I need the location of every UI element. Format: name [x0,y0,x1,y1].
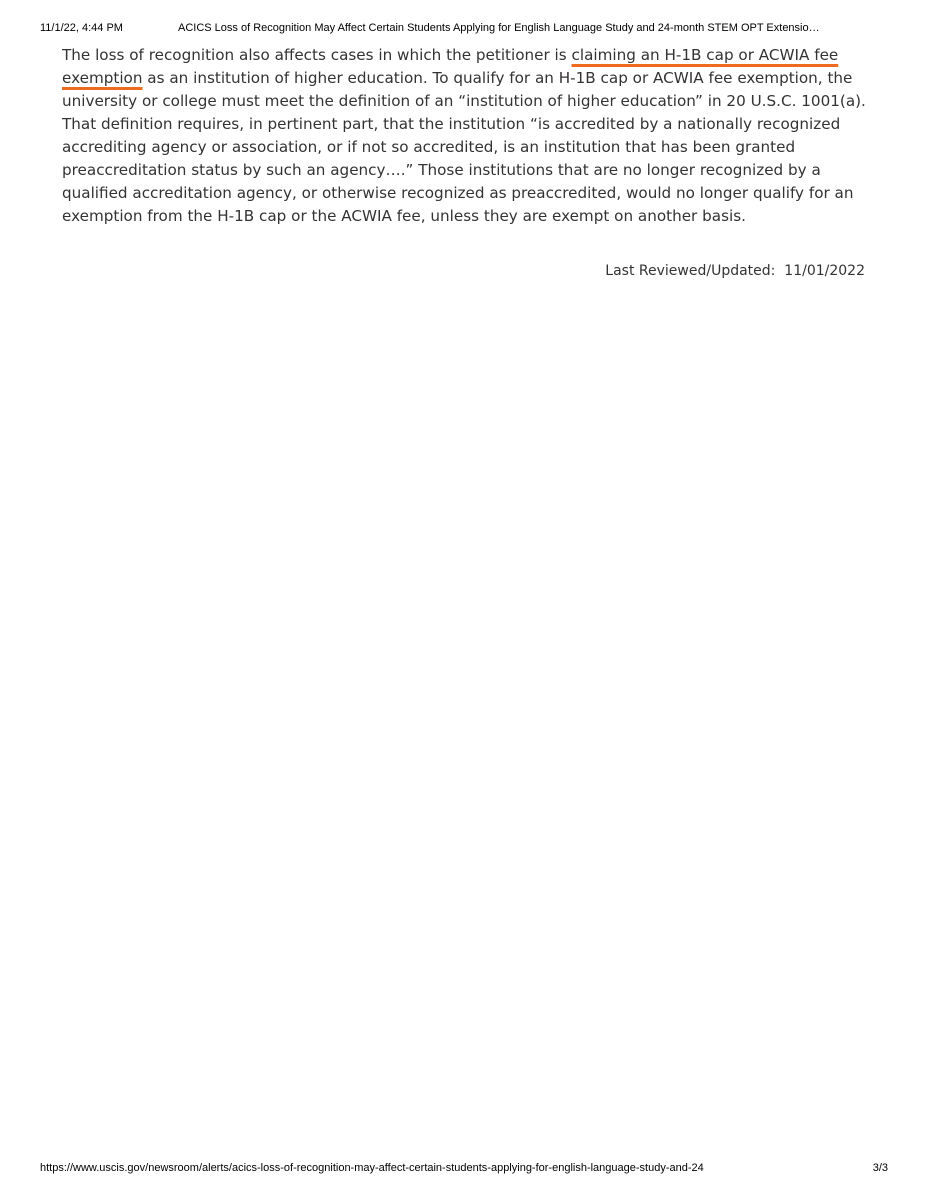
print-page-title: ACICS Loss of Recognition May Affect Certain Students Applying for English Language Study and 24-month STEM OPT Extensio… [178,22,820,34]
last-reviewed-label: Last Reviewed/Updated: [605,263,776,279]
print-footer [40,1162,888,1178]
article-paragraph [62,44,872,228]
paragraph-text-start: The loss of recognition also affects cases in which the petitioner is [62,46,572,64]
print-url: https://www.uscis.gov/newsroom/alerts/acics-loss-of-recognition-may-affect-certain-students-applying-for-english-language-study-and-24 [40,1162,704,1174]
print-timestamp: 11/1/22, 4:44 PM [40,22,123,34]
last-reviewed [605,263,865,279]
highlighted-phrase: claiming an H-1B cap or ACWIA fee exemption [62,46,839,87]
page-number: 3/3 [872,1162,888,1174]
paragraph-text-end: as an institution of higher education. To qualify for an H-1B cap or ACWIA fee exemption, the university or college must meet the definition of an “institution of higher education” in 20 U.S.C. 1001(a). That definition requires, in pertinent part, that the institution “is accredited by a nationally recognized accrediting agency or association, or if not so accredited, is an institution that has been granted preaccreditation status by such an agency….” Those institutions that are no longer recognized by a qualified accreditation agency, or otherwise recognized as preaccredited, would no longer qualify for an exemption from the H-1B cap or the ACWIA fee, unless they are exempt on another basis. [62,69,866,225]
last-reviewed-date: 11/01/2022 [784,263,865,279]
print-header [40,22,890,38]
